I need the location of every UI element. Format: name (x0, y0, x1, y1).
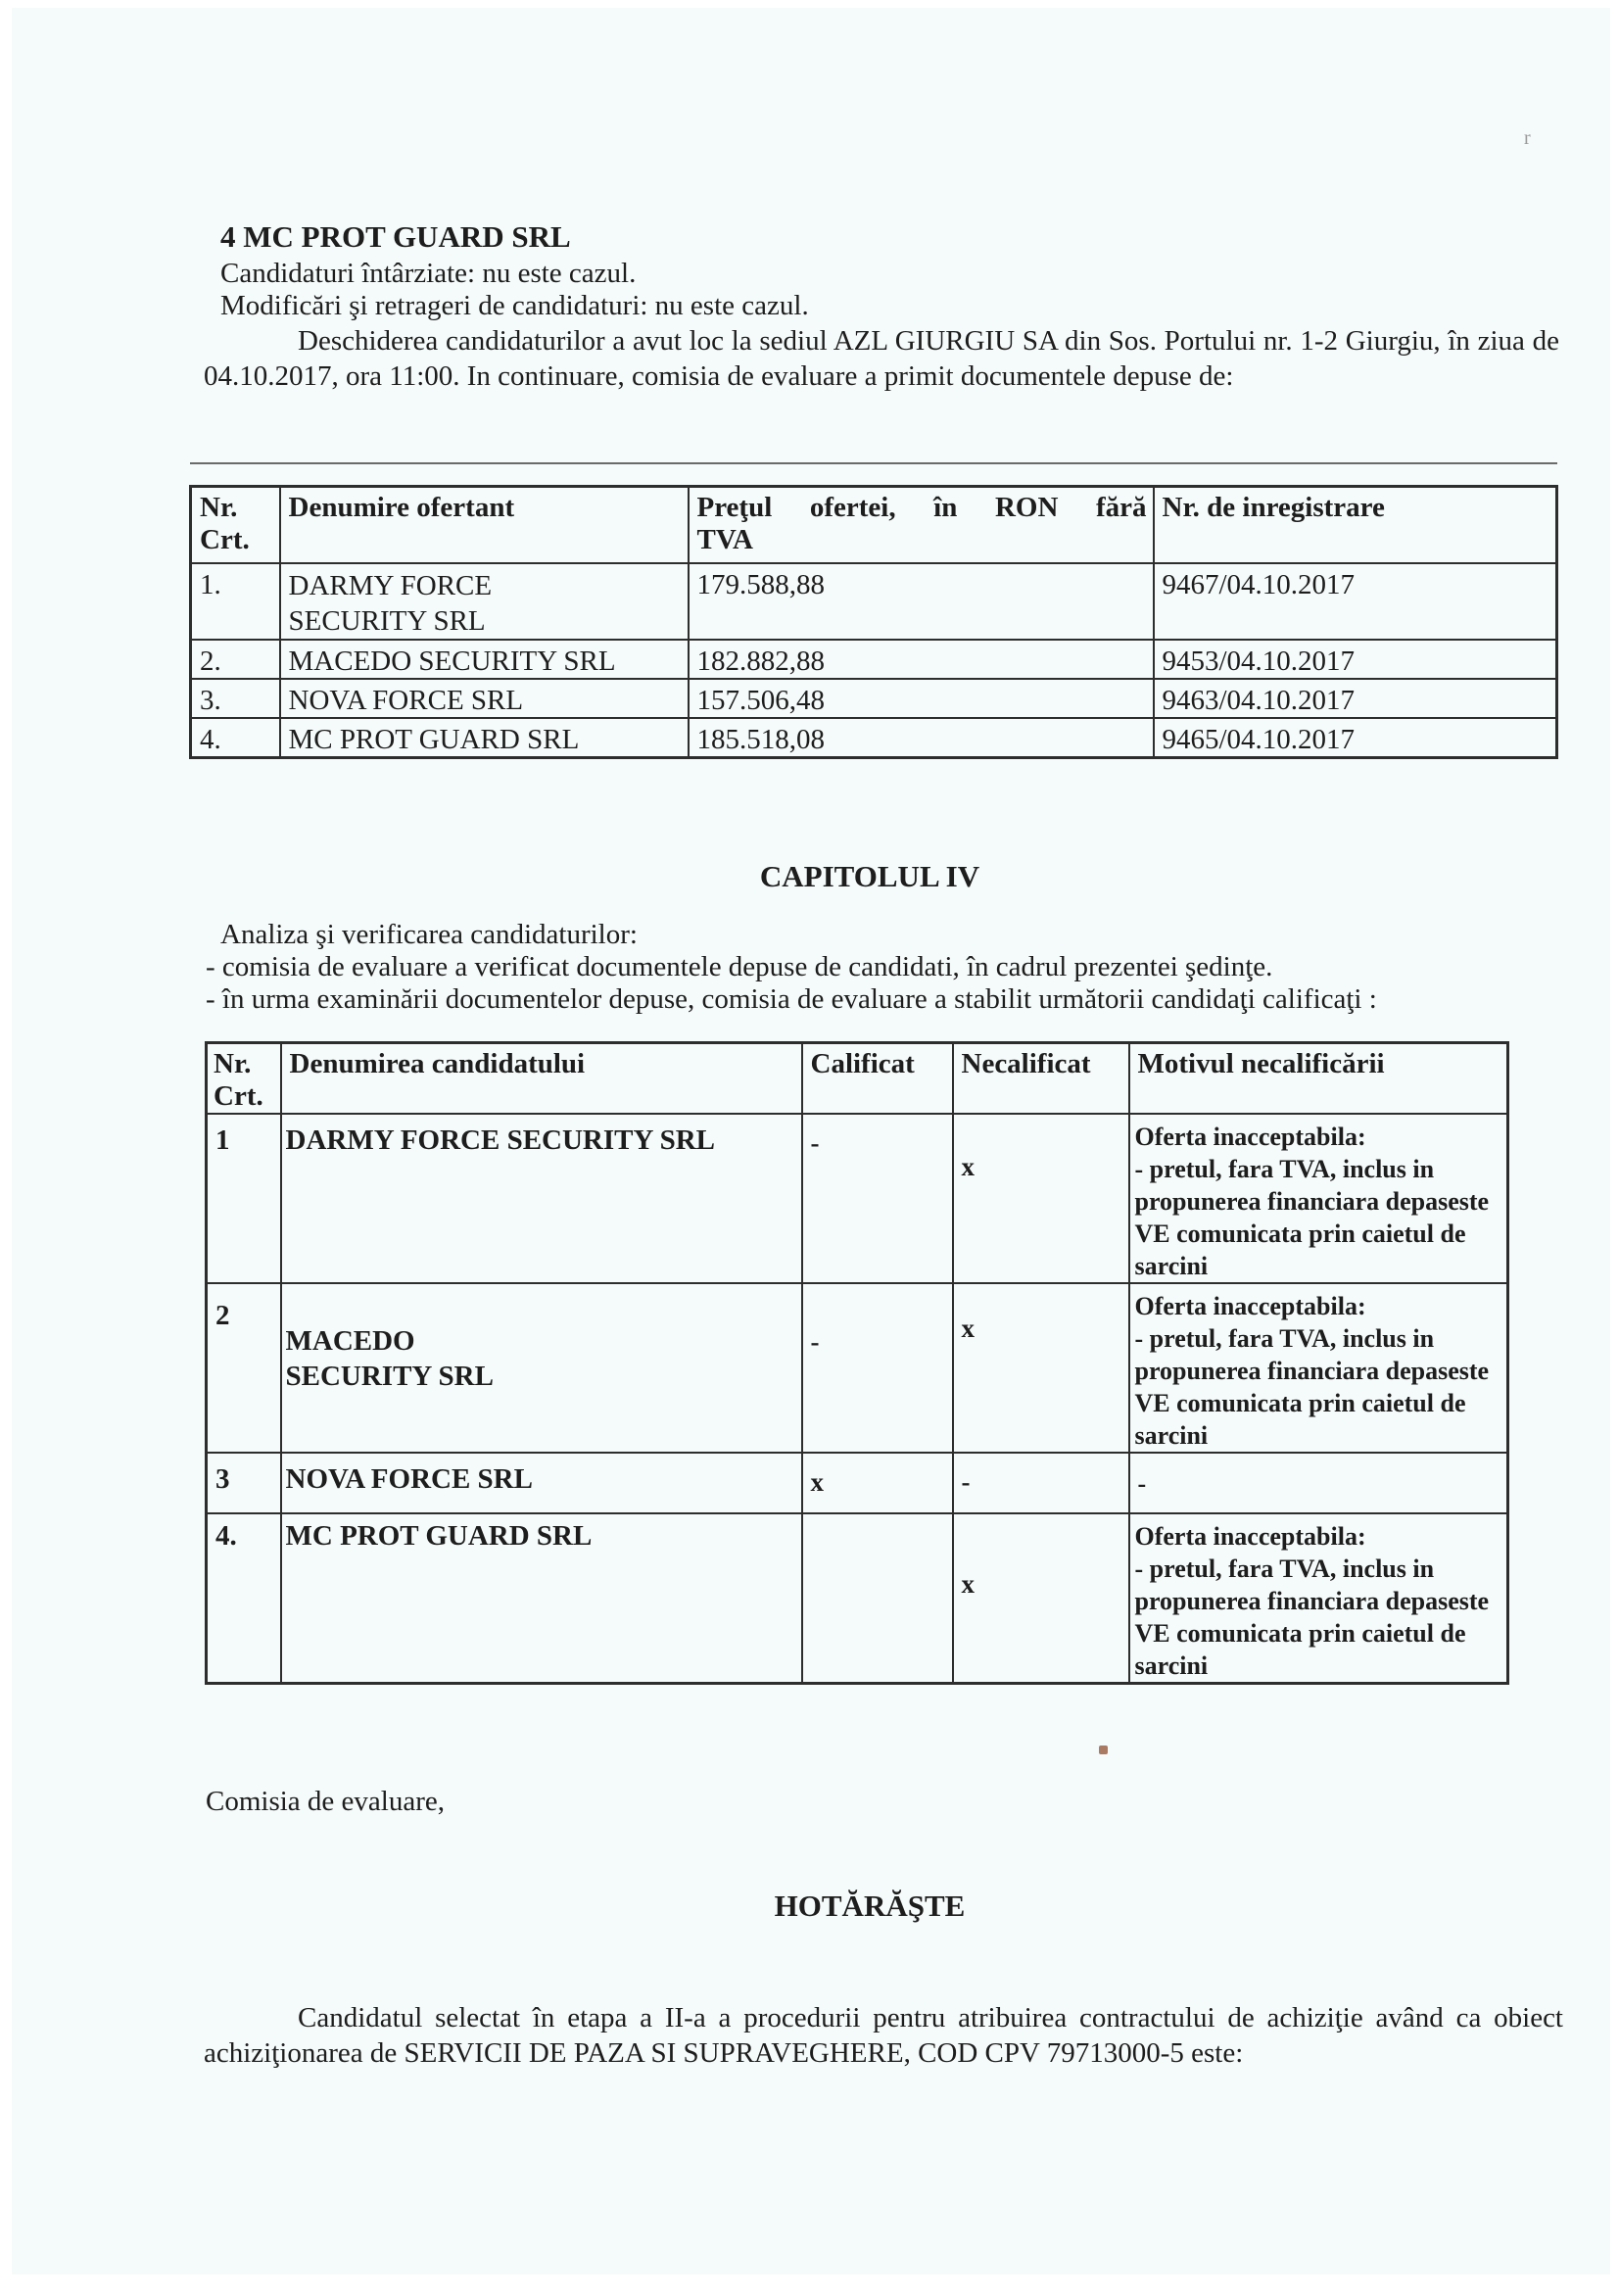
reason-title: Oferta inacceptabila: (1134, 1292, 1366, 1320)
offers-col-price-line1: Preţul ofertei, în RON fără (696, 492, 1147, 523)
offeror-name: MC PROT GUARD SRL (280, 718, 689, 758)
line-candidaturi: Candidaturi întârziate: nu este cazul. (220, 258, 637, 289)
offeror-name: NOVA FORCE SRL (280, 679, 689, 718)
qualification-header-row (207, 1043, 1508, 1115)
comisia-line: Comisia de evaluare, (206, 1786, 445, 1817)
offers-col-nr-line2: Crt. (200, 524, 250, 555)
calificat-mark: x (802, 1453, 953, 1513)
offers-col-name: Denumire ofertant (280, 487, 689, 563)
offer-price: 157.506,48 (689, 679, 1154, 718)
offers-col-price (689, 487, 1154, 563)
offers-col-nr (191, 487, 280, 563)
offer-price: 179.588,88 (689, 563, 1154, 640)
qual-col-nr (207, 1043, 281, 1115)
offers-header-row (191, 487, 1557, 563)
qualification-table (205, 1041, 1509, 1685)
chapter-line-analiza: Analiza şi verificarea candidaturilor: (220, 919, 638, 950)
disqualification-reason (1129, 1114, 1508, 1283)
necalificat-mark: x (953, 1283, 1129, 1453)
qual-col-name: Denumirea candidatului (281, 1043, 802, 1115)
offers-col-price-line2: TVA (696, 524, 753, 555)
qual-col-nr-line1: Nr. (214, 1048, 252, 1079)
candidate-name: MACEDO SECURITY SRL (281, 1283, 802, 1453)
row-number: 3 (207, 1453, 281, 1513)
registration-number: 9467/04.10.2017 (1154, 563, 1557, 640)
table-row (191, 563, 1557, 640)
scan-artifact-mark: r (1524, 127, 1531, 149)
offers-table (189, 485, 1558, 759)
calificat-mark: - (802, 1114, 953, 1283)
reason-title: Oferta inacceptabila: (1134, 1522, 1366, 1551)
table-row (191, 718, 1557, 758)
hotaraste-heading: HOTĂRĂŞTE (774, 1889, 966, 1923)
table-row (207, 1513, 1508, 1684)
reason-title: - (1137, 1469, 1147, 1498)
calificat-mark: - (802, 1283, 953, 1453)
reason-body: - pretul, fara TVA, inclus in propunerea financiara depaseste VE comunicata prin caietul de sarcini (1134, 1555, 1490, 1680)
necalificat-mark: x (953, 1114, 1129, 1283)
scan-artifact-line (190, 462, 1557, 464)
candidate-name: NOVA FORCE SRL (281, 1453, 802, 1513)
scan-artifact-dot (1099, 1746, 1108, 1754)
disqualification-reason (1129, 1283, 1508, 1453)
offers-col-reg: Nr. de inregistrare (1154, 487, 1557, 563)
row-number: 1. (191, 563, 280, 640)
line-modificari: Modificări şi retrageri de candidaturi: nu este cazul. (220, 290, 809, 321)
table-row (207, 1453, 1508, 1513)
row-number: 4. (191, 718, 280, 758)
row-number: 4. (207, 1513, 281, 1684)
row-number: 2. (191, 640, 280, 679)
offer-price: 185.518,08 (689, 718, 1154, 758)
offeror-name: DARMY FORCE SECURITY SRL (280, 563, 689, 640)
reason-title: Oferta inacceptabila: (1134, 1123, 1366, 1151)
offer-price: 182.882,88 (689, 640, 1154, 679)
registration-number: 9463/04.10.2017 (1154, 679, 1557, 718)
qual-col-nr-line2: Crt. (214, 1080, 263, 1112)
table-row (191, 679, 1557, 718)
disqualification-reason (1129, 1513, 1508, 1684)
qual-col-calificat: Calificat (802, 1043, 953, 1115)
disqualification-reason (1129, 1453, 1508, 1513)
row-number: 1 (207, 1114, 281, 1283)
offeror-name: MACEDO SECURITY SRL (280, 640, 689, 679)
chapter-line-comisia: - comisia de evaluare a verificat documentele depuse de candidati, în cadrul prezentei şedinţe. (206, 951, 1273, 982)
calificat-mark (802, 1513, 953, 1684)
qual-col-necalificat: Necalificat (953, 1043, 1129, 1115)
reason-body: - pretul, fara TVA, inclus in propunerea financiara depaseste VE comunicata prin caietul de sarcini (1134, 1155, 1490, 1280)
offers-col-nr-line1: Nr. (200, 492, 238, 523)
reason-body: - pretul, fara TVA, inclus in propunerea financiara depaseste VE comunicata prin caietul de sarcini (1134, 1324, 1490, 1450)
row-number: 3. (191, 679, 280, 718)
registration-number: 9453/04.10.2017 (1154, 640, 1557, 679)
table-row (207, 1114, 1508, 1283)
paragraph-deschiderea: Deschiderea candidaturilor a avut loc la sediul AZL GIURGIU SA din Sos. Portului nr. 1-2 Giurgiu, în ziua de 04.10.2017, ora 11:00. In continuare, comisia de evaluare a primit documentele depuse de: (204, 325, 1559, 392)
chapter-title: CAPITOLUL IV (759, 859, 980, 893)
necalificat-mark: x (953, 1513, 1129, 1684)
table-row (207, 1283, 1508, 1453)
row-number: 2 (207, 1283, 281, 1453)
table-row (191, 640, 1557, 679)
candidate-name: DARMY FORCE SECURITY SRL (281, 1114, 802, 1283)
necalificat-mark: - (953, 1453, 1129, 1513)
candidate-name: MC PROT GUARD SRL (281, 1513, 802, 1684)
qual-col-motiv: Motivul necalificării (1129, 1043, 1508, 1115)
section-heading: 4 MC PROT GUARD SRL (220, 219, 571, 254)
registration-number: 9465/04.10.2017 (1154, 718, 1557, 758)
chapter-line-urma: - în urma examinării documentelor depuse, comisia de evaluare a stabilit următorii candidaţi calificaţi : (206, 983, 1377, 1015)
paragraph-candidatul: Candidatul selectat în etapa a II-a a procedurii pentru atribuirea contractului de achiziţie având ca obiect achiziţionarea de SERVICII DE PAZA SI SUPRAVEGHERE, COD CPV 79713000-5 este: (204, 2002, 1563, 2069)
